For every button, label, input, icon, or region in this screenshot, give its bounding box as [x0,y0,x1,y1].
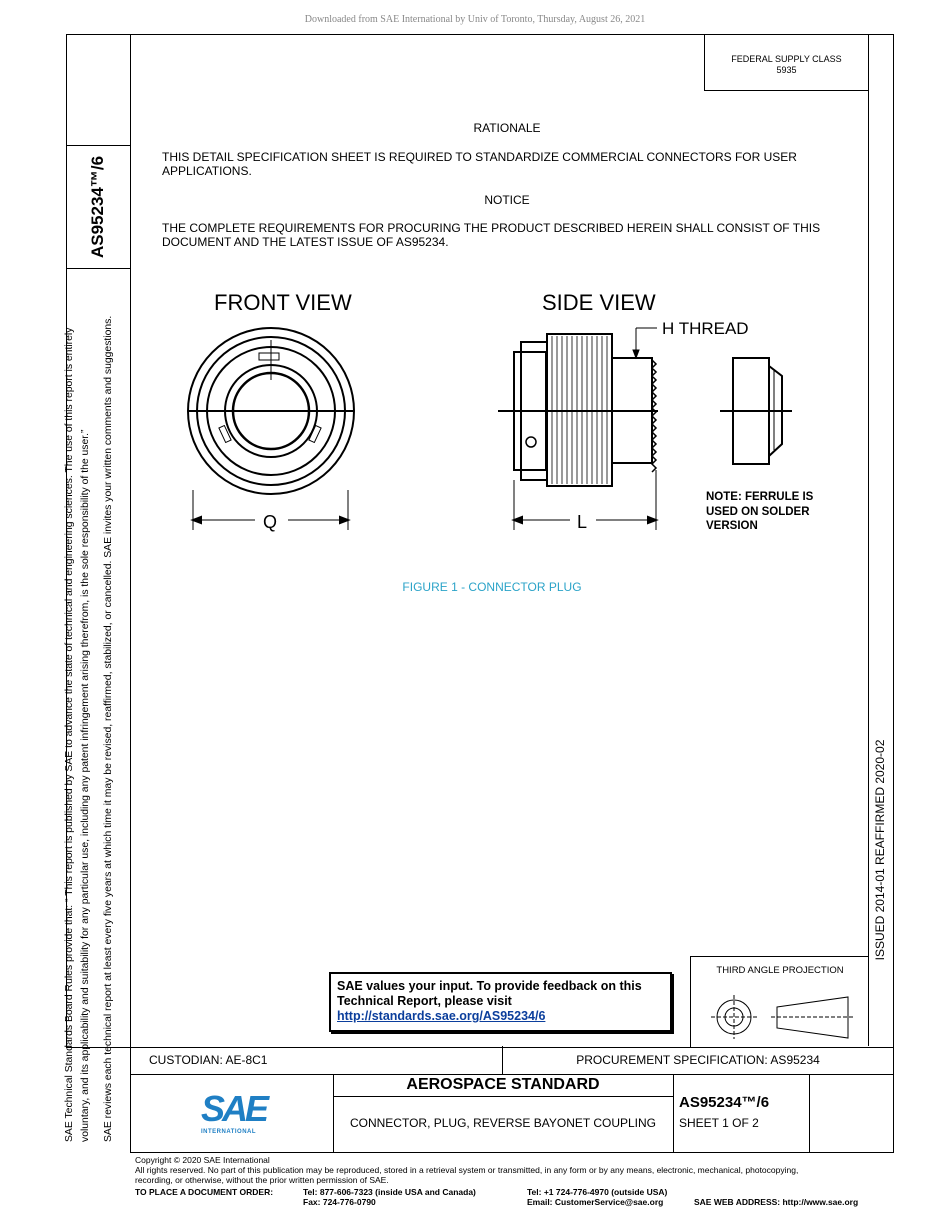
ferrule-note-line: VERSION [706,520,758,532]
front-view-drawing [188,328,354,530]
sae-logo-sub: INTERNATIONAL [201,1129,257,1135]
side-note-line: SAE Technical Standards Board Rules provide that: “ This report is published by SAE to advance the state of technical and engineering sciences. The use of this report is entirely [64,327,75,1142]
doc-number-vertical: AS95234™/6 [88,155,107,258]
ferrule-note-line: USED ON SOLDER [706,506,810,518]
rationale-text: THIS DETAIL SPECIFICATION SHEET IS REQUIRED TO STANDARDIZE COMMERCIAL CONNECTORS FOR USER APPLICATIONS. [162,150,797,178]
feedback-line: SAE values your input. To provide feedback on this [337,979,642,993]
h-thread-label: H THREAD [662,319,749,338]
order-contacts-intl [527,1187,667,1207]
side-note-line: voluntary, and its applicability and suitability for any particular use, including any patent infringement arising therefrom, is the sole responsibility of the user.” [80,429,91,1142]
issued-reaffirmed: ISSUED 2014-01 REAFFIRMED 2020-02 [873,739,887,961]
side-note-line: SAE reviews each technical report at least every five years at which time it may be revised, reaffirmed, stabilized, or cancelled. SAE invites your written comments and suggestions. [103,315,114,1142]
rationale-title: RATIONALE [473,121,541,135]
tel-intl: Tel: +1 724-776-4970 (outside USA) [527,1187,668,1197]
side-view-label: SIDE VIEW [542,290,656,315]
footer [135,1155,798,1185]
divider [66,268,130,269]
doc-number: AS95234™/6 [679,1094,770,1111]
side-view-drawing [498,328,658,530]
ferrule-drawing [720,358,792,464]
tel-usa: Tel: 877-606-7323 (inside USA and Canada) [303,1187,476,1197]
procurement-spec: PROCUREMENT SPECIFICATION: AS95234 [576,1053,820,1067]
rights-text: recording, or otherwise, without the prior written permission of SAE. [135,1175,389,1185]
email: Email: CustomerService@sae.org [527,1197,664,1207]
notice-text: THE COMPLETE REQUIREMENTS FOR PROCURING THE PRODUCT DESCRIBED HEREIN SHALL CONSIST OF THIS DOCUMENT AND THE LATEST ISSUE OF AS95234. [162,221,821,249]
doc-number-cell [673,1074,810,1152]
title-cell [333,1074,674,1152]
download-banner: Downloaded from SAE International by Univ of Toronto, Thursday, August 26, 2021 [304,14,646,25]
order-contacts-usa [303,1187,476,1207]
federal-supply-class: FEDERAL SUPPLY CLASS 5935 [704,34,868,91]
fax: Fax: 724-776-0790 [303,1197,376,1207]
third-angle-projection [690,956,869,1047]
figure-caption: FIGURE 1 - CONNECTOR PLUG [402,580,582,594]
order-label: TO PLACE A DOCUMENT ORDER: [135,1187,274,1197]
rights-text: All rights reserved. No part of this publication may be reproduced, stored in a retrieval system or transmitted, in any form or by any means, electronic, mechanical, photocopying, [135,1165,799,1175]
document-description: CONNECTOR, PLUG, REVERSE BAYONET COUPLING [349,1116,657,1130]
l-label: L [577,512,588,532]
ferrule-note-line: NOTE: FERRULE IS [706,491,814,503]
feedback-box [329,972,672,1032]
third-angle-label: THIRD ANGLE PROJECTION [716,965,844,976]
sae-logo: SAE [201,1088,267,1129]
projection-symbol [691,983,867,1045]
copyright: Copyright © 2020 SAE International [135,1155,270,1165]
custodian: CUSTODIAN: AE-8C1 [131,1046,503,1074]
connector-figure [130,280,870,550]
feedback-link[interactable]: http://standards.sae.org/AS95234/6 [337,1009,546,1023]
logo-cell [131,1074,334,1152]
custodian-row [130,1046,894,1075]
divider [333,1096,673,1097]
q-label: Q [263,512,278,532]
notice-title: NOTICE [484,193,530,207]
sheet-number: SHEET 1 OF 2 [679,1116,759,1130]
feedback-line: Technical Report, please visit [337,994,512,1008]
standard-title: AEROSPACE STANDARD [406,1076,600,1093]
title-block [130,1074,894,1153]
front-view-label: FRONT VIEW [214,290,352,315]
web-address: SAE WEB ADDRESS: http://www.sae.org [694,1197,859,1207]
